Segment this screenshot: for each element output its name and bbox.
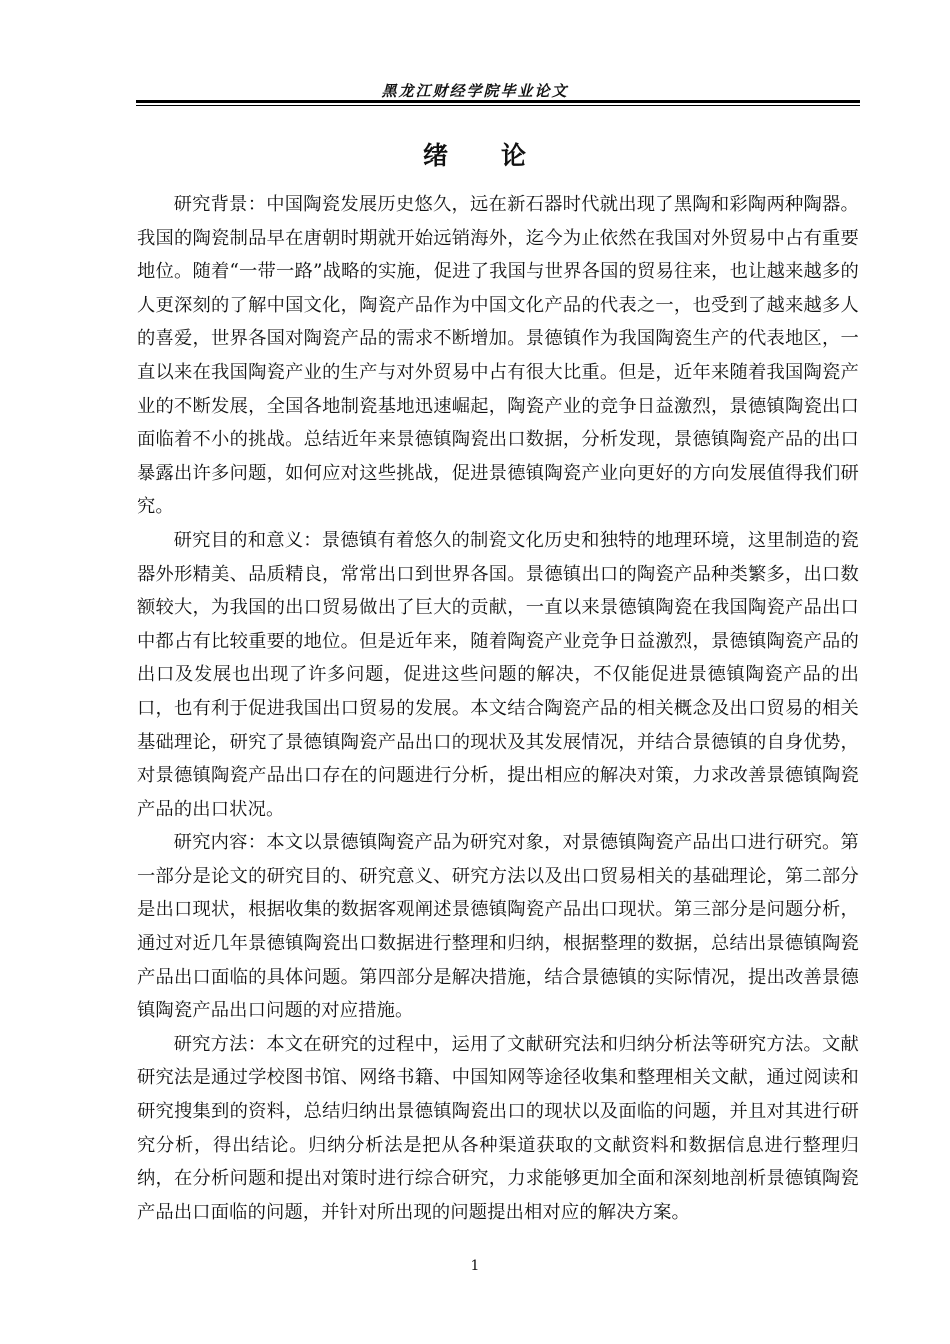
paragraph-purpose: 研究目的和意义：景德镇有着悠久的制瓷文化历史和独特的地理环境，这里制造的瓷器外形精美、品质精良，常常出口到世界各国。景德镇出口的陶瓷产品种类繁多，出口数额较大，为我国的出口贸易做出了巨大的贡献，一直以来景德镇陶瓷在我国陶瓷产品出口中都占有比较重要的地位。但是近年来，随着陶瓷产业竞争日益激烈，景德镇陶瓷产品的出口及发展也出现了许多问题，促进这些问题的解决，不仅能促进景德镇陶瓷产品的出口，也有利于促进我国出口贸易的发展。本文结合陶瓷产品的相关概念及出口贸易的相关基础理论，研究了景德镇陶瓷产品出口的现状及其发展情况，并结合景德镇的自身优势，对景德镇陶瓷产品出口存在的问题进行分析，提出相应的解决对策，力求改善景德镇陶瓷产品的出口状况。 — [137, 529, 859, 820]
paragraph-background: 研究背景：中国陶瓷发展历史悠久，远在新石器时代就出现了黑陶和彩陶两种陶器。我国的陶瓷制品早在唐朝时期就开始远销海外，迄今为止依然在我国对外贸易中占有重要地位。随着“一带一路”战略的实施，促进了我国与世界各国的贸易往来，也让越来越多的人更深刻的了解中国文化，陶瓷产品作为中国文化产品的代表之一，也受到了越来越多人的喜爱，世界各国对陶瓷产品的需求不断增加。景德镇作为我国陶瓷生产的代表地区，一直以来在我国陶瓷产业的生产与对外贸易中占有很大比重。但是，近年来随着我国陶瓷产业的不断发展，全国各地制瓷基地迅速崛起，陶瓷产业的竞争日益激烈，景德镇陶瓷出口面临着不小的挑战。总结近年来景德镇陶瓷出口数据，分析发现，景德镇陶瓷产品的出口暴露出许多问题，如何应对这些挑战，促进景德镇陶瓷产业向更好的方向发展值得我们研究。 — [137, 194, 859, 518]
header-rule-thin — [136, 105, 860, 106]
header-rule-thick — [136, 100, 860, 103]
page-title: 绪 论 — [422, 141, 527, 170]
page-number: 1 — [470, 1258, 480, 1274]
running-header: 黑龙江财经学院毕业论文 — [381, 82, 569, 100]
body-text — [137, 188, 859, 1229]
paragraph-content: 研究内容：本文以景德镇陶瓷产品为研究对象，对景德镇陶瓷产品出口进行研究。第一部分是论文的研究目的、研究意义、研究方法以及出口贸易相关的基础理论，第二部分是出口现状，根据收集的数据客观阐述景德镇陶瓷产品出口现状。第三部分是问题分析，通过对近几年景德镇陶瓷出口数据进行整理和归纳，根据整理的数据，总结出景德镇陶瓷产品出口面临的具体问题。第四部分是解决措施，结合景德镇的实际情况，提出改善景德镇陶瓷产品出口问题的对应措施。 — [137, 832, 859, 1022]
paragraph-method: 研究方法：本文在研究的过程中，运用了文献研究法和归纳分析法等研究方法。文献研究法是通过学校图书馆、网络书籍、中国知网等途径收集和整理相关文献，通过阅读和研究搜集到的资料，总结归纳出景德镇陶瓷出口的现状以及面临的问题，并且对其进行研究分析，得出结论。归纳分析法是把从各种渠道获取的文献资料和数据信息进行整理归纳，在分析问题和提出对策时进行综合研究，力求能够更加全面和深刻地剖析景德镇陶瓷产品出口面临的问题，并针对所出现的问题提出相对应的解决方案。 — [137, 1033, 859, 1223]
